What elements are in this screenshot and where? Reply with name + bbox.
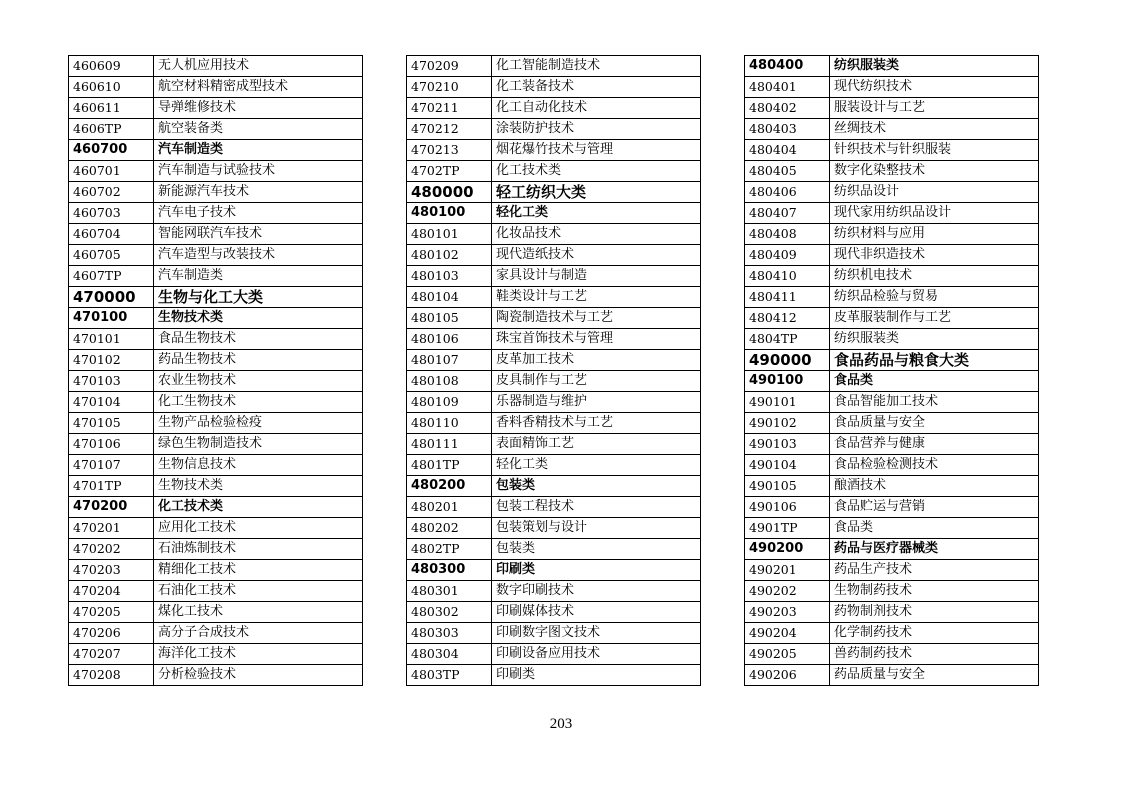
program-code: 480405 [745,161,830,182]
program-code: 470211 [407,98,492,119]
program-name: 生物产品检验检疫 [154,413,363,434]
program-name: 纺织材料与应用 [830,224,1039,245]
program-name: 鞋类设计与工艺 [492,287,701,308]
program-name: 汽车造型与改装技术 [154,245,363,266]
table-row [69,644,363,665]
program-code: 480106 [407,329,492,350]
table-row [69,161,363,182]
program-code: 480411 [745,287,830,308]
program-name: 煤化工技术 [154,602,363,623]
program-code: 470200 [69,497,154,518]
program-code: 470104 [69,392,154,413]
program-code: 480407 [745,203,830,224]
program-name: 食品贮运与营销 [830,497,1039,518]
program-name: 现代非织造技术 [830,245,1039,266]
table-row [407,329,701,350]
table-row [407,245,701,266]
program-name: 分析检验技术 [154,665,363,686]
program-name: 食品药品与粮食大类 [830,350,1039,371]
program-code: 490206 [745,665,830,686]
table-row [69,539,363,560]
program-name: 药物制剂技术 [830,602,1039,623]
program-name: 包装类 [492,539,701,560]
major-category-row [407,182,701,203]
program-name: 食品类 [830,371,1039,392]
table-row [745,203,1039,224]
table-row [745,644,1039,665]
program-name: 智能网联汽车技术 [154,224,363,245]
table-row [745,434,1039,455]
program-code: 480201 [407,497,492,518]
table-row [407,497,701,518]
program-code: 490202 [745,581,830,602]
table-row [69,476,363,497]
program-code: 490100 [745,371,830,392]
program-name: 化工技术类 [154,497,363,518]
program-code: 480200 [407,476,492,497]
table-row [745,182,1039,203]
program-code: 480304 [407,644,492,665]
program-code: 480101 [407,224,492,245]
subcategory-row [407,560,701,581]
program-name: 现代家用纺织品设计 [830,203,1039,224]
program-code: 460609 [69,56,154,77]
page-number: 203 [549,716,573,732]
table-row [745,413,1039,434]
table-row [69,392,363,413]
table-row [69,119,363,140]
program-name: 涂装防护技术 [492,119,701,140]
program-name: 石油化工技术 [154,581,363,602]
subcategory-row [69,497,363,518]
table-row [745,119,1039,140]
table-row [407,266,701,287]
program-name: 香料香精技术与工艺 [492,413,701,434]
program-name: 印刷媒体技术 [492,602,701,623]
program-code: 470206 [69,623,154,644]
program-name: 生物信息技术 [154,455,363,476]
table-row [745,329,1039,350]
program-name: 皮革服装制作与工艺 [830,308,1039,329]
program-name: 现代纺织技术 [830,77,1039,98]
program-name: 数字印刷技术 [492,581,701,602]
program-name: 纺织品设计 [830,182,1039,203]
catalog-table-2 [406,55,701,686]
program-name: 现代造纸技术 [492,245,701,266]
table-row [69,224,363,245]
program-name: 航空材料精密成型技术 [154,77,363,98]
program-name: 航空装备类 [154,119,363,140]
program-name: 酿酒技术 [830,476,1039,497]
program-code: 4804TP [745,329,830,350]
program-name: 纺织服装类 [830,56,1039,77]
program-code: 470213 [407,140,492,161]
program-name: 陶瓷制造技术与工艺 [492,308,701,329]
subcategory-row [745,371,1039,392]
subcategory-row [407,203,701,224]
program-name: 绿色生物制造技术 [154,434,363,455]
table-row [69,434,363,455]
table-row [745,560,1039,581]
program-name: 海洋化工技术 [154,644,363,665]
table-row [745,308,1039,329]
catalog-table-3 [744,55,1039,686]
subcategory-row [69,308,363,329]
program-code: 480103 [407,266,492,287]
program-code: 480402 [745,98,830,119]
program-name: 石油炼制技术 [154,539,363,560]
program-code: 480403 [745,119,830,140]
table-row [745,455,1039,476]
table-row [69,182,363,203]
program-name: 珠宝首饰技术与管理 [492,329,701,350]
subcategory-row [745,56,1039,77]
program-name: 烟花爆竹技术与管理 [492,140,701,161]
program-code: 460703 [69,203,154,224]
table-row [407,308,701,329]
table-row [69,518,363,539]
program-name: 纺织机电技术 [830,266,1039,287]
table-row [745,266,1039,287]
program-code: 4606TP [69,119,154,140]
program-code: 470102 [69,350,154,371]
program-code: 490204 [745,623,830,644]
program-name: 丝绸技术 [830,119,1039,140]
table-row [407,371,701,392]
table-row [69,329,363,350]
program-code: 480107 [407,350,492,371]
major-category-row [69,287,363,308]
program-name: 纺织服装类 [830,329,1039,350]
subcategory-row [407,476,701,497]
table-row [407,224,701,245]
table-row [69,560,363,581]
program-code: 470209 [407,56,492,77]
program-code: 480108 [407,371,492,392]
program-code: 490103 [745,434,830,455]
table-row [407,77,701,98]
program-code: 480406 [745,182,830,203]
program-name: 印刷设备应用技术 [492,644,701,665]
table-row [407,413,701,434]
program-name: 印刷类 [492,560,701,581]
program-name: 包装类 [492,476,701,497]
program-code: 460700 [69,140,154,161]
program-name: 食品质量与安全 [830,413,1039,434]
program-name: 药品生产技术 [830,560,1039,581]
table-row [407,392,701,413]
table-row [407,140,701,161]
program-name: 化工自动化技术 [492,98,701,119]
table-row [745,497,1039,518]
program-name: 包装策划与设计 [492,518,701,539]
table-row [745,98,1039,119]
program-name: 食品营养与健康 [830,434,1039,455]
major-category-row [745,350,1039,371]
table-row [745,245,1039,266]
program-code: 490106 [745,497,830,518]
program-name: 汽车制造与试验技术 [154,161,363,182]
program-code: 4702TP [407,161,492,182]
program-code: 490101 [745,392,830,413]
table-row [745,77,1039,98]
program-name: 生物与化工大类 [154,287,363,308]
program-code: 4802TP [407,539,492,560]
table-row [69,245,363,266]
subcategory-row [69,140,363,161]
table-row [745,224,1039,245]
table-row [745,623,1039,644]
program-name: 化工装备技术 [492,77,701,98]
program-code: 480302 [407,602,492,623]
program-code: 4803TP [407,665,492,686]
table-row [745,287,1039,308]
program-name: 汽车电子技术 [154,203,363,224]
program-name: 精细化工技术 [154,560,363,581]
program-code: 460610 [69,77,154,98]
table-row [407,455,701,476]
table-row [407,287,701,308]
table-row [407,665,701,686]
program-name: 印刷数字图文技术 [492,623,701,644]
program-code: 480102 [407,245,492,266]
table-row [407,56,701,77]
program-name: 印刷类 [492,665,701,686]
table-row [69,455,363,476]
program-code: 480202 [407,518,492,539]
program-name: 应用化工技术 [154,518,363,539]
table-row [69,203,363,224]
program-name: 表面精饰工艺 [492,434,701,455]
program-code: 470106 [69,434,154,455]
program-name: 食品检验检测技术 [830,455,1039,476]
program-name: 生物技术类 [154,308,363,329]
program-name: 化工生物技术 [154,392,363,413]
table-row [407,518,701,539]
program-name: 轻化工类 [492,455,701,476]
program-code: 480300 [407,560,492,581]
program-code: 4701TP [69,476,154,497]
program-code: 470000 [69,287,154,308]
table-row [69,413,363,434]
program-code: 470100 [69,308,154,329]
program-code: 480404 [745,140,830,161]
subcategory-row [745,539,1039,560]
program-name: 农业生物技术 [154,371,363,392]
program-code: 470101 [69,329,154,350]
program-code: 4801TP [407,455,492,476]
program-name: 化学制药技术 [830,623,1039,644]
program-code: 480401 [745,77,830,98]
program-name: 食品类 [830,518,1039,539]
program-name: 食品生物技术 [154,329,363,350]
program-code: 480412 [745,308,830,329]
program-code: 460705 [69,245,154,266]
program-code: 480410 [745,266,830,287]
program-code: 470202 [69,539,154,560]
table-row [407,119,701,140]
program-code: 470212 [407,119,492,140]
program-code: 480301 [407,581,492,602]
program-code: 460611 [69,98,154,119]
table-row [407,602,701,623]
table-row [69,371,363,392]
program-code: 4901TP [745,518,830,539]
program-code: 4607TP [69,266,154,287]
table-row [407,581,701,602]
program-name: 生物技术类 [154,476,363,497]
catalog-column-1 [68,55,363,686]
table-row [69,98,363,119]
program-code: 470204 [69,581,154,602]
program-name: 化工智能制造技术 [492,56,701,77]
program-code: 480110 [407,413,492,434]
program-name: 家具设计与制造 [492,266,701,287]
program-code: 490104 [745,455,830,476]
program-code: 480303 [407,623,492,644]
table-row [69,665,363,686]
program-code: 470203 [69,560,154,581]
program-code: 470107 [69,455,154,476]
program-code: 470205 [69,602,154,623]
program-name: 皮具制作与工艺 [492,371,701,392]
program-name: 高分子合成技术 [154,623,363,644]
program-name: 针织技术与针织服装 [830,140,1039,161]
table-row [407,539,701,560]
program-name: 皮革加工技术 [492,350,701,371]
program-code: 480100 [407,203,492,224]
program-code: 480109 [407,392,492,413]
table-row [407,98,701,119]
program-name: 轻工纺织大类 [492,182,701,203]
program-name: 生物制药技术 [830,581,1039,602]
program-name: 无人机应用技术 [154,56,363,77]
table-row [745,665,1039,686]
table-row [69,350,363,371]
table-row [69,56,363,77]
program-name: 轻化工类 [492,203,701,224]
program-name: 兽药制药技术 [830,644,1039,665]
program-code: 460704 [69,224,154,245]
program-code: 470210 [407,77,492,98]
table-row [69,266,363,287]
program-name: 数字化染整技术 [830,161,1039,182]
program-code: 490105 [745,476,830,497]
program-code: 480111 [407,434,492,455]
program-code: 460701 [69,161,154,182]
program-code: 470201 [69,518,154,539]
program-code: 490203 [745,602,830,623]
program-name: 药品与医疗器械类 [830,539,1039,560]
table-row [745,161,1039,182]
table-row [745,581,1039,602]
program-code: 490102 [745,413,830,434]
table-row [745,518,1039,539]
program-code: 490200 [745,539,830,560]
table-row [407,434,701,455]
catalog-column-3 [744,55,1039,686]
program-code: 460702 [69,182,154,203]
program-name: 药品质量与安全 [830,665,1039,686]
program-code: 480400 [745,56,830,77]
program-name: 纺织品检验与贸易 [830,287,1039,308]
program-code: 470208 [69,665,154,686]
program-code: 480409 [745,245,830,266]
table-row [745,476,1039,497]
program-name: 服装设计与工艺 [830,98,1039,119]
program-code: 490000 [745,350,830,371]
program-code: 490205 [745,644,830,665]
program-name: 化工技术类 [492,161,701,182]
program-code: 480104 [407,287,492,308]
table-row [407,161,701,182]
program-name: 乐器制造与维护 [492,392,701,413]
program-code: 480000 [407,182,492,203]
table-row [407,623,701,644]
program-name: 新能源汽车技术 [154,182,363,203]
program-name: 导弹维修技术 [154,98,363,119]
table-row [745,140,1039,161]
program-name: 汽车制造类 [154,140,363,161]
program-name: 汽车制造类 [154,266,363,287]
program-code: 470105 [69,413,154,434]
program-code: 480105 [407,308,492,329]
program-name: 药品生物技术 [154,350,363,371]
program-code: 470103 [69,371,154,392]
program-code: 480408 [745,224,830,245]
program-code: 470207 [69,644,154,665]
table-row [69,77,363,98]
program-code: 490201 [745,560,830,581]
program-name: 食品智能加工技术 [830,392,1039,413]
table-row [407,350,701,371]
table-row [745,602,1039,623]
catalog-table-1 [68,55,363,686]
program-name: 化妆品技术 [492,224,701,245]
table-row [69,623,363,644]
table-row [407,644,701,665]
program-name: 包装工程技术 [492,497,701,518]
table-row [745,392,1039,413]
table-row [69,602,363,623]
table-row [69,581,363,602]
catalog-column-2 [406,55,701,686]
